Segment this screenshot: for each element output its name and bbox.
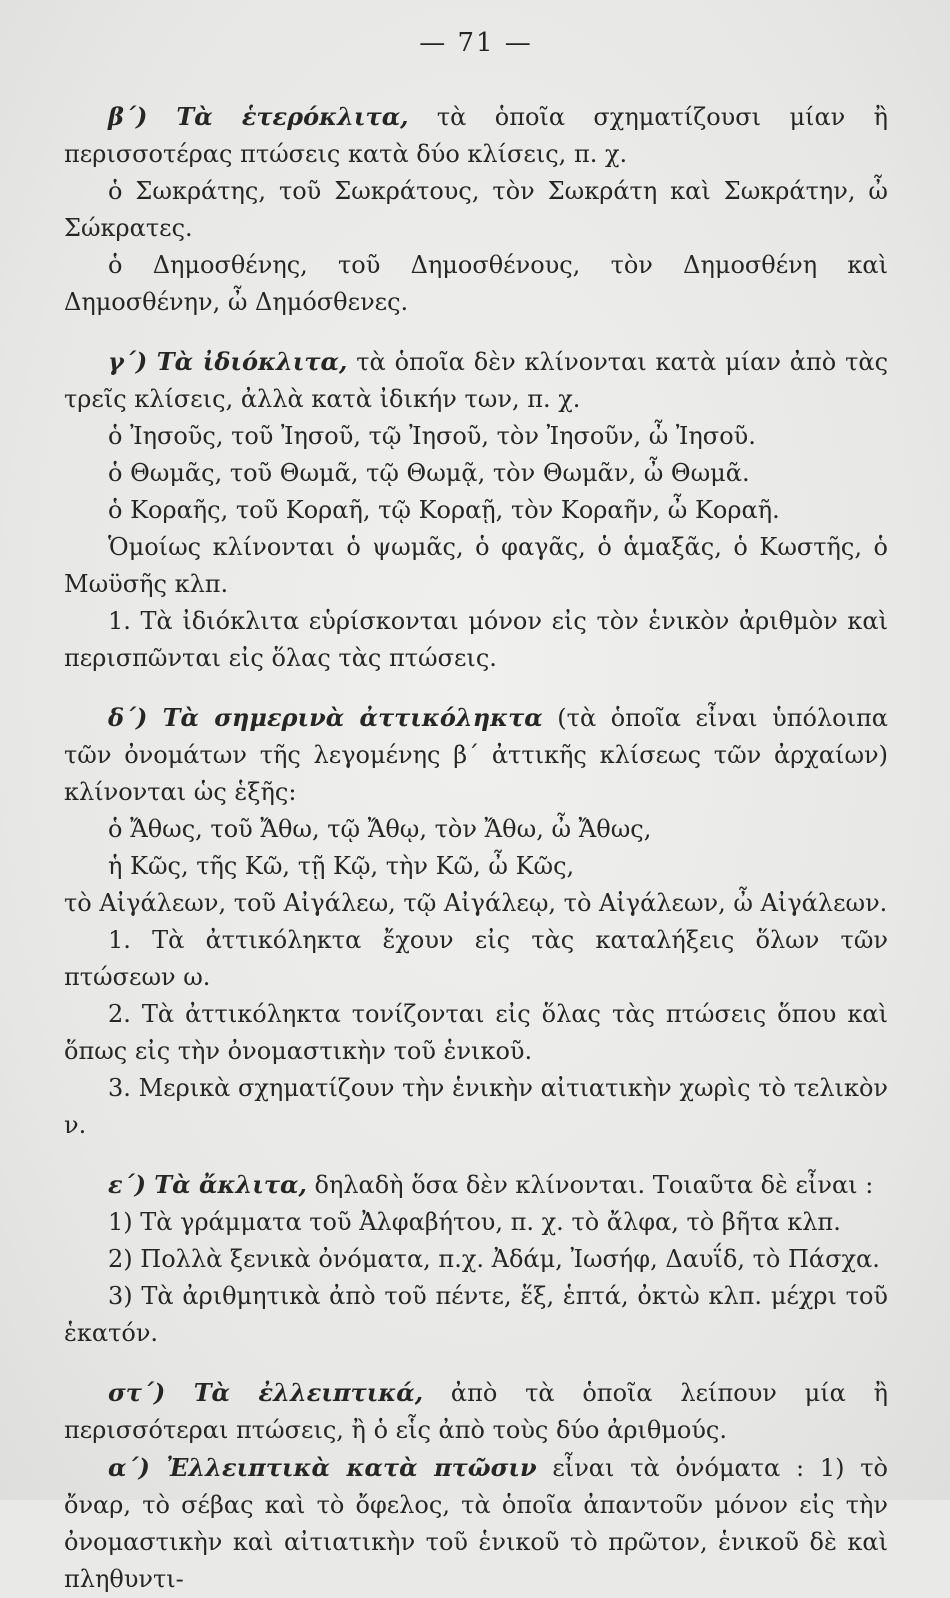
section-beta [64, 98, 888, 321]
note-line: 1. Τὰ ἰδιόκλιτα εὑρίσκονται μόνον εἰς τὸν ἑνικὸν ἀριθμὸν καὶ περισπῶνται εἰς ὅλας τὰς πτώσεις. [64, 607, 888, 672]
section-delta-lead: δ΄) Τὰ σημερινὰ ἀττικόληκτα [108, 703, 543, 732]
example-line: ὁ Ἰησοῦς, τοῦ Ἰησοῦ, τῷ Ἰησοῦ, τὸν Ἰησοῦν, ὦ Ἰησοῦ. [108, 422, 756, 450]
example-line: ὁ Κοραῆς, τοῦ Κοραῆ, τῷ Κοραῇ, τὸν Κοραῆν, ὦ Κοραῆ. [108, 496, 780, 524]
section-epsilon-rest: δηλαδὴ ὅσα δὲν κλίνονται. Τοιαῦτα δὲ εἶναι : [306, 1171, 874, 1199]
example-line: Ὁμοίως κλίνονται ὁ ψωμᾶς, ὁ φαγᾶς, ὁ ἁμαξᾶς, ὁ Κωστῆς, ὁ Μωϋσῆς κλπ. [64, 533, 888, 598]
final-rest: εἶναι τὰ ὀνόματα : 1) τὸ ὄναρ, τὸ σέβας καὶ τὸ ὄφελος, τὰ ὁποῖα ἀπαντοῦν μόνον εἰς τὴν ὀνομαστικὴν καὶ αἰτιατικὴν τοῦ ἑνικοῦ τὸ πρῶτον, ἑνικοῦ δὲ καὶ πληθυντι- [64, 1454, 888, 1593]
example-line: ὁ Ἄθως, τοῦ Ἄθω, τῷ Ἄθῳ, τὸν Ἄθω, ὦ Ἄθως, [108, 815, 652, 843]
note-line: 1. Τὰ ἀττικόληκτα ἔχουν εἰς τὰς καταλήξεις ὅλων τῶν πτώσεων ω. [64, 926, 888, 991]
list-item: 2) Πολλὰ ξενικὰ ὀνόματα, π.χ. Ἀδάμ, Ἰωσήφ, Δαυΐδ, τὸ Πάσχα. [108, 1245, 880, 1273]
section-beta-rest: τὰ ὁποῖα σχηματίζουσι μίαν ἢ περισσοτέρας πτώσεις κατὰ δύο κλίσεις, π. χ. [64, 103, 888, 168]
section-epsilon [64, 1166, 888, 1352]
note-line: 2. Τὰ ἀττικόληκτα τονίζονται εἰς ὅλας τὰς πτώσεις ὅπου καὶ ὅπως εἰς τὴν ὀνομαστικὴν τοῦ ἑνικοῦ. [64, 1000, 888, 1065]
section-delta-heading [64, 699, 888, 811]
section-gamma-rest: τὰ ὁποῖα δὲν κλίνονται κατὰ μίαν ἀπὸ τὰς τρεῖς κλίσεις, ἀλλὰ κατὰ ἰδικήν των, π. χ. [64, 348, 889, 413]
section-st [64, 1374, 888, 1598]
section-st-lead: στ΄) Τὰ ἐλλειπτικά, [108, 1378, 424, 1407]
final-paragraph [64, 1449, 888, 1598]
list-item: 3) Τὰ ἀριθμητικὰ ἀπὸ τοῦ πέντε, ἕξ, ἑπτά, ὀκτὼ κλπ. μέχρι τοῦ ἑκατόν. [64, 1282, 888, 1347]
final-lead: α΄) Ἐλλειπτικὰ κατὰ πτῶσιν [108, 1453, 537, 1482]
section-delta [64, 699, 888, 1144]
example-line: ὁ Θωμᾶς, τοῦ Θωμᾶ, τῷ Θωμᾷ, τὸν Θωμᾶν, ὦ Θωμᾶ. [108, 459, 750, 487]
section-gamma-lead: γ΄) Τὰ ἰδιόκλιτα, [108, 347, 348, 376]
section-st-heading [64, 1374, 888, 1449]
page-number: — 71 — [419, 28, 533, 58]
section-gamma-heading [64, 343, 888, 418]
section-epsilon-lead: ε΄) Τὰ ἄκλιτα, [108, 1170, 307, 1199]
example-line: ὁ Σωκράτης, τοῦ Σωκράτους, τὸν Σωκράτη καὶ Σωκράτην, ὦ Σώκρατες. [64, 177, 888, 242]
section-beta-lead: β΄) Τὰ ἑτερόκλιτα, [108, 102, 409, 131]
note-line: 3. Μερικὰ σχηματίζουν τὴν ἑνικὴν αἰτιατικὴν χωρὶς τὸ τελικὸν ν. [64, 1074, 888, 1139]
section-delta-rest: (τὰ ὁποῖα εἶναι ὑπόλοιπα τῶν ὀνομάτων τῆς λεγομένης β΄ ἀττικῆς κλίσεως τῶν ἀρχαίων) κλίνονται ὡς ἑξῆς: [64, 704, 888, 806]
section-epsilon-heading [64, 1166, 888, 1204]
section-st-rest: ἀπὸ τὰ ὁποῖα λείπουν μία ἢ περισσότεραι πτώσεις, ἢ ὁ εἷς ἀπὸ τοὺς δύο ἀριθμούς. [64, 1379, 889, 1444]
section-beta-heading [64, 98, 888, 173]
section-gamma [64, 343, 888, 677]
example-line: ὁ Δημοσθένης, τοῦ Δημοσθένους, τὸν Δημοσθένη καὶ Δημοσθένην, ὦ Δημόσθενες. [64, 251, 888, 316]
example-line: ἡ Κῶς, τῆς Κῶ, τῇ Κῷ, τὴν Κῶ, ὦ Κῶς, [108, 852, 575, 880]
example-line: τὸ Αἰγάλεων, τοῦ Αἰγάλεω, τῷ Αἰγάλεῳ, τὸ Αἰγάλεων, ὦ Αἰγάλεων. [64, 889, 888, 917]
list-item: 1) Τὰ γράμματα τοῦ Ἀλφαβήτου, π. χ. τὸ ἄλφα, τὸ βῆτα κλπ. [108, 1208, 841, 1236]
